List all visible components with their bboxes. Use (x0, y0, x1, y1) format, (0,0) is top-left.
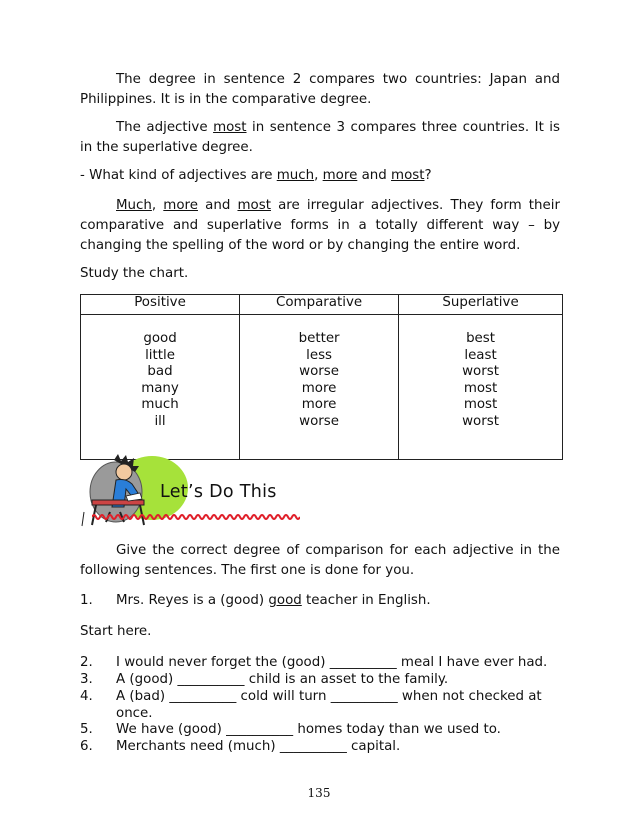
underlined-word-most: most (237, 198, 271, 213)
page-number: 135 (307, 786, 331, 800)
text-part: The adjective (116, 120, 214, 135)
paragraph-superlative (80, 118, 560, 158)
text-part: are irregular adjectives. They form their comparative and superlative forms in a totally different way – by changing the spelling of the word or by changing the entire word. (80, 198, 560, 253)
study-chart-line: Study the chart. (80, 266, 189, 281)
question-line (80, 166, 560, 186)
comparative-column (240, 315, 399, 460)
item-number: 3. (80, 672, 93, 687)
underlined-word-much: much (276, 168, 315, 183)
item-sentence: Merchants need (much) __________ capital. (116, 739, 401, 754)
item-number: 2. (80, 655, 93, 670)
superlative-word: most (463, 397, 498, 413)
underlined-word-most: most (391, 168, 425, 183)
text-part: ? (424, 168, 432, 183)
header-superlative: Superlative (399, 295, 563, 315)
item-sentence: A (good) __________ child is an asset to the family. (116, 672, 449, 687)
superlative-word: best (466, 331, 496, 346)
comparative-word: less (306, 347, 333, 363)
text-part: and (357, 168, 392, 183)
instruction-paragraph: Give the correct degree of comparison for each adjective in the following sentences. The first one is done for you. (80, 543, 560, 578)
comparative-word: more (301, 380, 337, 396)
item-sentence: I would never forget the (good) __________ meal I have ever had. (116, 655, 548, 670)
comparative-word: more (301, 397, 337, 413)
underlined-word-much: Much (116, 198, 152, 213)
positive-word: bad (147, 364, 173, 380)
positive-word: good (143, 331, 177, 346)
wavy-underline-decoration (92, 513, 300, 521)
paragraph-irregular (80, 196, 560, 256)
underlined-word-more: more (163, 198, 198, 213)
item-number: 1. (80, 593, 93, 608)
item-sentence: A (bad) __________ cold will turn __________ when not checked at once. (116, 689, 542, 721)
text-part: , (314, 168, 323, 183)
superlative-column (399, 315, 563, 460)
item-number: 5. (80, 722, 93, 737)
degrees-chart (80, 294, 563, 460)
comparative-word: better (298, 331, 340, 346)
text-part: Mrs. Reyes is a (good) (116, 593, 269, 608)
positive-word: little (145, 347, 175, 363)
positive-word: much (141, 397, 179, 413)
text-part: in sentence 3 compares three countries. It is in the superlative degree. (80, 120, 561, 155)
positive-column (81, 315, 240, 460)
comparative-word: worse (299, 413, 339, 429)
superlative-word: least (464, 347, 497, 363)
example-sentence (116, 592, 560, 609)
text-part: teacher in English. (301, 593, 431, 608)
item-number: 4. (80, 689, 93, 704)
item-sentence: We have (good) __________ homes today than we used to. (116, 722, 501, 737)
example-answer: good (268, 593, 302, 608)
chart-header-row (81, 295, 563, 315)
section-title: Let’s Do This (160, 482, 277, 502)
start-here-line: Start here. (80, 624, 152, 639)
superlative-word: worst (462, 364, 499, 380)
text-part: and (197, 198, 238, 213)
positive-word: many (141, 380, 179, 396)
positive-word: ill (154, 413, 166, 429)
header-positive: Positive (81, 295, 240, 315)
comparative-word: worse (299, 364, 339, 380)
item-number: 6. (80, 739, 93, 754)
paragraph-comparative: The degree in sentence 2 compares two countries: Japan and Philippines. It is in the comparative degree. (80, 72, 560, 107)
header-comparative: Comparative (240, 295, 399, 315)
chart-body-row (81, 315, 563, 460)
text-part: , (151, 198, 164, 213)
text-part: - What kind of adjectives are (80, 168, 277, 183)
underlined-word-most: most (213, 120, 247, 135)
superlative-word: worst (462, 413, 499, 429)
underlined-word-more: more (322, 168, 358, 183)
superlative-word: most (463, 380, 498, 396)
